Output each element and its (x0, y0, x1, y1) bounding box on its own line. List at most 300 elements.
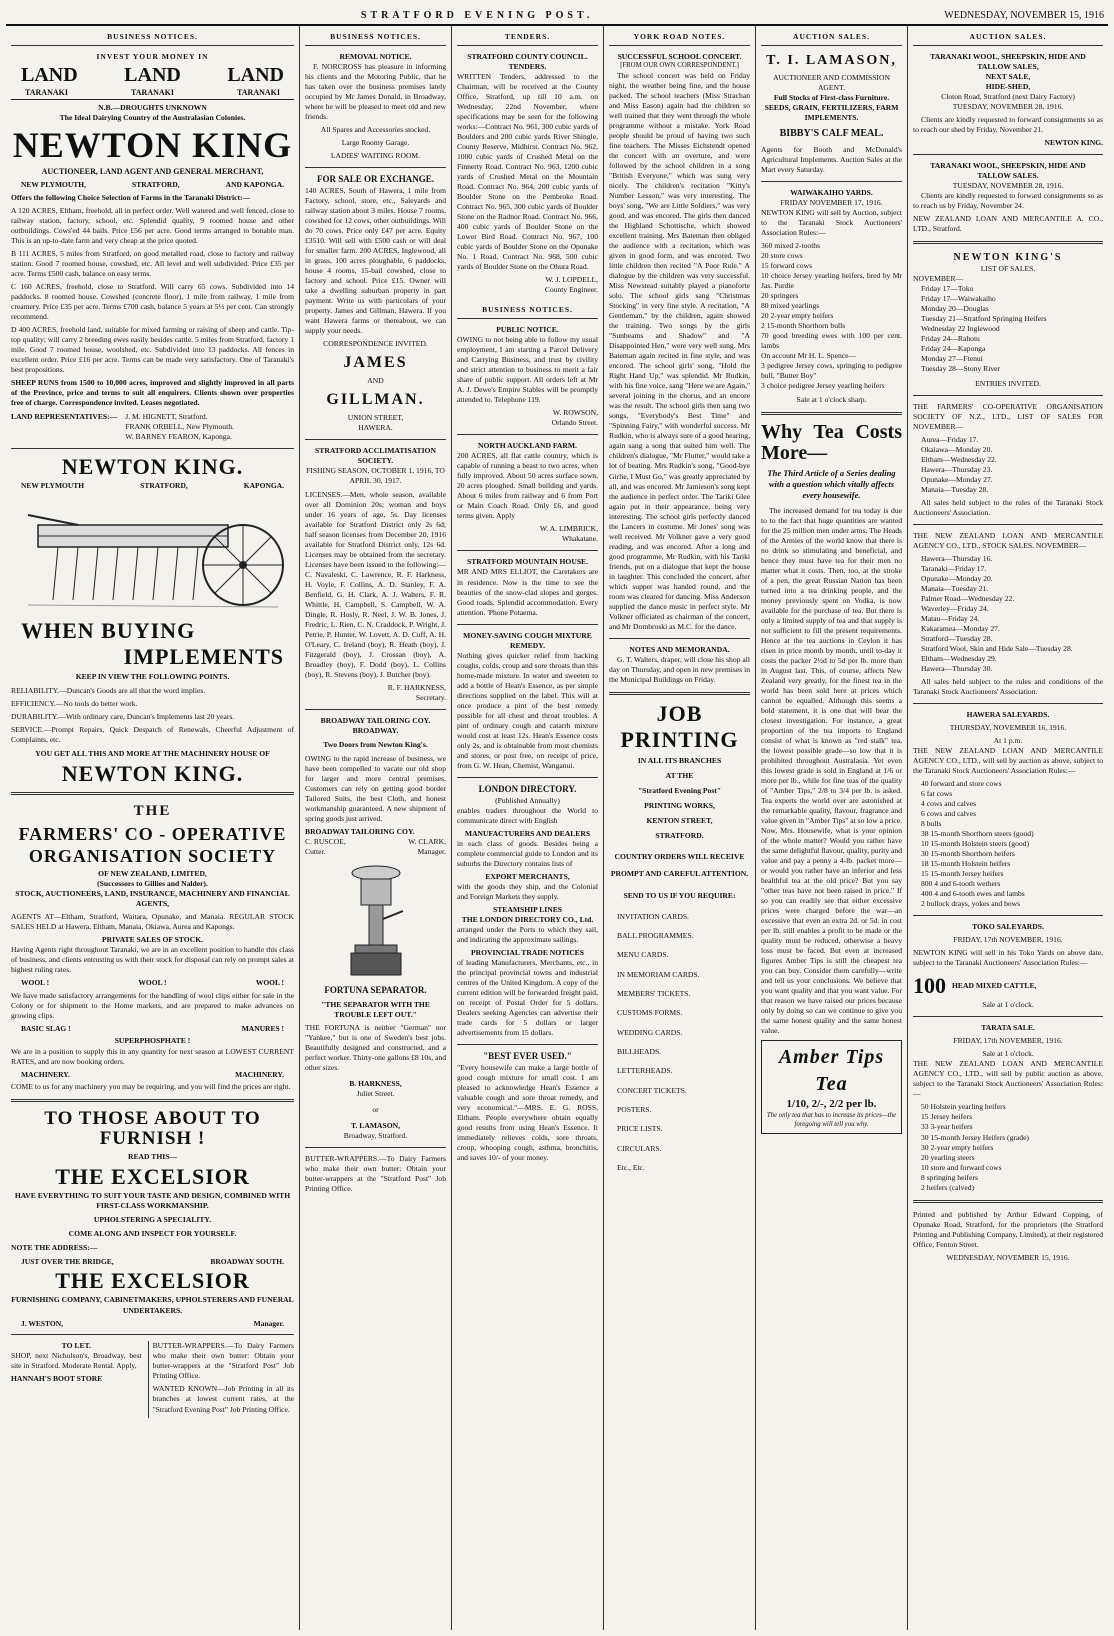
stock-item: 15 15-month Jersey heifers (921, 869, 1004, 879)
spares: All Spares and Accessories stocked. (320, 125, 431, 134)
come-along: COME ALONG AND INSPECT FOR YOURSELF. (68, 1229, 237, 1239)
ladies-room: LADIES' WAITING ROOM. (330, 151, 421, 161)
imprint-date: WEDNESDAY, NOVEMBER 15, 1916. (946, 1252, 1070, 1262)
nk-sales-list (913, 284, 1103, 374)
stock-item: 3 pedigree Jersey cows, springing to pedigree bull, "Butter Boy" (761, 360, 902, 380)
waiwakaiho-yards: WAIWAKAIHO YARDS. (790, 187, 873, 197)
agents-text: Agents for Booth and McDonald's Agricultural Implements. Auction Sales at the Mart every Saturday. (761, 144, 902, 174)
town-row-2 (11, 481, 294, 491)
point: SERVICE.—Prompt Repairs, Quick Despatch of Renewals, Cheerful Adjustment of Complaints, etc. (11, 724, 294, 744)
export-text: with the goods they ship, and the Colonial and Foreign Markets they supply. (457, 881, 598, 901)
notes-heading: NOTES AND MEMORANDA. (629, 644, 730, 654)
kenton-street: KENTON STREET, (646, 816, 713, 826)
stock-item: 10 choice Jersey yearling heifers, bred by Mr Jas. Purdie (761, 270, 902, 290)
tender-text: WRITTEN Tenders, addressed to the Chairman, will be received at the County Office, Stratford, up till 10 a.m. on Wednesday, 22nd November, where specifications may be seen for the following works:—Contract No. 961, 300 cubic yards of Boulders and 200 cubic yards River Shingle, County Reserve, Midhirst. Contract No. 962, 1000 cubic yards of Crushed Metal on the Finnerty Road. Contract No. 963, 1200 cubic yards of Crushed Metal on the Mountain Road. Contract No. 964, 200 cubic yards of Boulder Stone on the Pembroke Road. Contract No. 965, 300 cubic yards of Boulder Stone on the Radnor Road. Contract No. 966, 400 cubic yards of Boulder Stone on the Lower Bird Road. Contract No. 967, 100 cubic yards of Boulder Stone on the Opunake No. 1 Road. Contract No. 968, 500 cubic yards of Boulder Stone on the Ohura Road. (457, 71, 598, 272)
imprint: Printed and published by Arthur Edward Copping, of Opunake Road, Stratford, for the proprietors (the Stratford Printing and Publishing Company, Limited), at their registered Office, Fenton Street. (913, 1209, 1103, 1249)
stock-item: 20 springers (761, 290, 799, 300)
machinery-word: MACHINERY. (235, 1069, 284, 1079)
excelsior-2: THE EXCELSIOR (55, 1268, 250, 1294)
manager: Manager. (253, 1318, 284, 1328)
column-heading: TENDERS. (457, 28, 598, 46)
separator-slogan: "THE SEPARATOR WITH THE TROUBLE LEFT OUT." (321, 999, 430, 1019)
column-business-notices-2 (300, 26, 452, 1630)
broadway-stratford: Broadway, Stratford. (343, 1131, 408, 1141)
all-branches: IN ALL ITS BRANCHES (637, 756, 722, 765)
stock-item: 30 15-month Shorthorn heifers (921, 849, 1015, 859)
licenses-text: LICENSES.—Men, whole season, available over all Dominion 20s; woman and boys under 16 years of age, 5s. Day licenses available for Stratford District only 2s 6d; half season licenses from December 20, 1916 available for Stratford District only, 12s 6d. Licenses may be obtained from the secretary. Licenses have been issued to the following:—C. Navaleski, C. Lawrence, R. F. Harkness, H. Voyle, F. Collins, A. D. Stanley, F. A. Benfield, G. H. Clark, A. J. Walters, F. R. Whittle, H. Campbell, S. Campbell, W. A. Dingle, R. Hosly, R. Neel, J. W. B. Jones, J. Fredric, L. Rien, C. N. Craddock, P. Wright, J. Petrie, P. Hunter, W. Lovett, A. D. Cuff, A. H. O'Leary, C. Ireland (boy), R. Heath (boy), J. Fitzgerald (boy), J. Crossan (boy), A. Broadley (boy), F. Dodd (boy), L. Collins (boy), R. Stevens (boy), J. Butcher (boy). (305, 489, 446, 679)
stock-item: 80 mixed yearlings (761, 300, 820, 310)
excelsior: THE EXCELSIOR (55, 1164, 250, 1190)
furnishing-company: FURNISHING COMPANY, CABINETMAKERS, UPHOLSTERERS AND FUNERAL UNDERTAKERS. (11, 1295, 294, 1315)
stock-item: 8 springing heifers (921, 1172, 978, 1182)
na-farm-text: 200 ACRES, all flat cattle country, which is capable of running a beast to two acres, when fully improved. About 50 acres surface sown, 20 acres ploughed. Small building and yards. About 6 miles from railway and 6 from Port or Main Coach Road. Only £6, and good terms given. Apply (457, 451, 598, 521)
stock-item: 8 bulls (921, 819, 942, 829)
separator-illustration (341, 861, 411, 981)
send-to-us: SEND TO US IF YOU REQUIRE: (623, 890, 736, 900)
subject-rules: All sales held subject to the rules of the Taranaki Stock Auctioneers' Association. (913, 497, 1103, 517)
printing-item: IN MEMORIAM CARDS. (617, 969, 700, 979)
harkness: R. F. HARKNESS, (387, 682, 446, 692)
wanted-known: WANTED KNOWN—Job Printing in all its branches at lowest current rates, at the "Stratford Evening Post" Job Printing Office. (152, 1384, 294, 1414)
for-sale-heading: FOR SALE OR EXCHANGE. (316, 174, 434, 185)
weston: J. WESTON, (21, 1318, 64, 1328)
sale-entry: Taranaki—Friday 17. (921, 563, 987, 573)
clients-text-2: Clients are kindly requested to forward consignments so as to reach us by Friday, November 24. (913, 191, 1103, 211)
sep-name: "Stratford Evening Post" (637, 786, 722, 796)
friday-date: FRIDAY NOVEMBER 17, 1916. (780, 197, 883, 207)
read-this: READ THIS— (127, 1152, 178, 1162)
sale-entry: Hawera—Thursday 16. (921, 553, 993, 563)
sale-time-2: Sale at 1 o'clock. (982, 1000, 1034, 1010)
at-the: AT THE (665, 771, 694, 781)
hawera-stock-list (913, 779, 1103, 909)
stock-item: 20 2-year empty heifers (761, 310, 834, 320)
column-tenders (452, 26, 604, 1630)
land-row (11, 62, 294, 88)
hide-shed: HIDE-SHED, (985, 81, 1031, 91)
b-harkness: B. HARKNESS, (349, 1079, 402, 1089)
point: RELIABILITY.—Duncan's Goods are all that the word implies. (11, 685, 206, 695)
column-heading: AUCTION SALES. (913, 28, 1103, 46)
stock-item: 70 good breeding ewes with 100 per cent. lambs (761, 330, 902, 350)
nzl-tarata-sale: THE NEW ZEALAND LOAN AND MERCANTILE AGENCY CO., LTD., will sell by public auction as above, subject to the Taranaki Stock Auctioneers' Association Rules:— (913, 1059, 1103, 1099)
sale-entry: Okaiawa—Monday 20. (921, 444, 993, 454)
mountain-house-heading: STRATFORD MOUNTAIN HOUSE. (466, 557, 589, 567)
cattle-count: 100 (913, 973, 946, 999)
printing-item: INVITATION CARDS. (617, 911, 689, 921)
best-ever-used: "BEST EVER USED." (483, 1051, 572, 1062)
manufacturers-text: in each class of goods. Besides being a complete commercial guide to London and its suburbs the Directory contains lists of (457, 838, 598, 868)
machinery-row (11, 1070, 294, 1080)
sale-entry: Wednesday 22 Inglewood (921, 324, 1000, 334)
friday-17: FRIDAY, 17th NOVEMBER, 1916. (953, 935, 1063, 945)
sale-entry: Matau—Friday 24. (921, 613, 980, 623)
stock-item: 30 2-year empty heifers (921, 1142, 994, 1152)
tea-subheading: The Third Article of a Series dealing with a question which vitally affects every housewife. (767, 468, 896, 501)
sale-entry: Opunake—Monday 27. (921, 474, 993, 484)
town: STRATFORD, (140, 480, 188, 490)
town: NEW PLYMOUTH, (21, 180, 87, 190)
why-tea-headline: Why Tea Costs More— (761, 421, 902, 464)
sale-entry: Friday 17—Toko (921, 284, 974, 294)
weston-row (11, 1319, 294, 1329)
over-bridge: JUST OVER THE BRIDGE, (21, 1256, 114, 1266)
agents-text: AGENTS AT—Eltham, Stratford, Waitara, Opunake, and Manaia. REGULAR STOCK SALES HELD at Hawera, Eltham, Manaia, Okiawa, Aurea and Kapongs. (11, 911, 294, 931)
cutter: Cutter. (305, 847, 326, 857)
auctioneer-agent: AUCTIONEER AND COMMISSION AGENT. (773, 73, 890, 93)
machinery-house: YOU GET ALL THIS AND MORE AT THE MACHINERY HOUSE OF (35, 748, 270, 758)
masthead (6, 6, 1108, 26)
nzl-stock-sales: THE NEW ZEALAND LOAN AND MERCANTILE AGENCY CO., LTD., STOCK SALES. NOVEMBER— (913, 530, 1103, 550)
stock-item: 15 Jersey heifers (921, 1112, 973, 1122)
sale-time-3: Sale at 1 o'clock. (982, 1049, 1034, 1059)
sale-entry: Eltham—Wednesday 29. (921, 653, 997, 663)
manures: MANURES ! (241, 1023, 284, 1033)
stock-item: 30 15-month Jersey Heifers (grade) (921, 1132, 1029, 1142)
amber-tips-ad (761, 1040, 902, 1133)
hannah: HANNAH'S BOOT STORE (11, 1374, 103, 1384)
column-business-notices (6, 26, 300, 1630)
tailoring-heading: BROADWAY TAILORING COY. BROADWAY. (320, 715, 431, 735)
job: JOB (656, 700, 703, 726)
newton-king: NEWTON KING. (1044, 138, 1103, 148)
column-heading: AUCTION SALES. (761, 28, 902, 46)
stock-item: On account Mr H. L. Spence— (761, 350, 857, 360)
tuesday-date-2: TUESDAY, NOVEMBER 28, 1916. (952, 181, 1064, 191)
tea-article: The increased demand for tea today is due to to the fact that huge quantities are wanted for the 25 million men under arms. The Heads of the Armies of the world know that there is no drink so stimulating and beneficial, and hence they must have tea for their men no matter what it costs. Then, too, at the stroke of a pen, the great Russian Nation has been turned into a tea drinking people, and the money previously spent on Vodka, is now available for the purchase of tea. But there is only a limited supply of tea and that supply is not sufficient to fill the present requirements. Hence at the tea auctions in Ceylon it has risen in price month by month, until to-day it costs the packer 2½d to 5d per lb. more than in August last. This, of course, affects New Zealand very greatly, for the finest tea in the world has been sold here at prices which cannot be equalled. Although this seems a bold statement, it is one that will bear the closest investigation. For instance, a great proportion of the tea imports to England consist of what is known as "red stalk" tea, the lowest possible grade—so low that it is prohibited throughout Australasia. Yet even this lowest grade is sold in England at 1/6 or more per lb., while for fine teas of the quality of "Amber Tips," 2/8 to 3/4 per lb. is asked. Tea experts the world over are astonished at the remarkable quality, flavour, fragrance and value given in "Amber Tips" at so low a price. Now, Mrs. Housewife, what is your opinion of the whole matter? Would you rather have the same delightful flavour, quality, purity and value and pay a penny a 4-lb. packet more—or would you rather have an inferior and less healthful tea at the old price? But you say "other teas have not been raised in price." If so you can readily see that either excessive prices were charged before the war—an excessive that even an extra 2d. or 5d. in cost per lb. still enables a profit to be made or the quality must be reduced, otherwise a heavy loss must be faced. But even at increased figures Amber Tips is still the cheapest tea you can buy. Consider them carefully—write and tell us your conclusions. We believe that you want quality and that you want value. For that reason we have raised our prices because only by doing so can we continue to give you the same honest quality and the same honest value. (761, 505, 902, 1036)
farm-listing: A 120 ACRES, Eltham, freehold, all in perfect order. Well watered and well fenced, close to railway station, factory, school, etc. Splendid quality, 9 roomed house and other outbuildings. Cows'ed 44 bails. Price £56 per acre. Good terms arranged to bonable man. This is an up-to-date farm and very cheap at the price quoted. (11, 206, 294, 246)
upholstering: UPHOLSTERING A SPECIALITY. (93, 1215, 212, 1225)
accl-heading: STRATFORD ACCLIMATISATION SOCIETY. (315, 446, 436, 466)
stock-item: 15 forward cows (761, 260, 813, 270)
stock-item: 3 choice pedigree Jersey yearling heifers (761, 380, 885, 390)
sale-entry: Manaia—Tuesday 21. (921, 583, 989, 593)
limbrick: W. A. LIMBRICK, (539, 524, 598, 534)
mixed-cattle: HEAD MIXED CATTLE, (952, 980, 1037, 990)
sale-entry: Kakaramea—Monday 27. (921, 623, 1000, 633)
farm-listing: SHEEP RUNS from 1500 to 10,000 acres, improved and slightly improved in all parts of the Province, price and terms to suit all enquirers. Clients shown over properties free of charge. Correspondence invited. Leases negotiated. (11, 378, 294, 408)
sale-time: Sale at 1 o'clock sharp. (796, 394, 867, 404)
masthead-date: WEDNESDAY, NOVEMBER 15, 1916 (944, 9, 1104, 21)
wool-text: We have made satisfactory arrangements for the handling of wool clips either for sale in the Colony or for shipment to the Home markets, and are prepared to make advances on growing clips. (11, 990, 294, 1020)
town-row (11, 180, 294, 190)
provincial-notices: PROVINCIAL TRADE NOTICES (471, 947, 584, 957)
tarata-sale: TARATA SALE. (981, 1023, 1035, 1033)
mountain-house-text: MR AND MRS ELLIOT, the Caretakers are in residence. Now is the time to see the beauties of the snow-clad slopes and gorges. Good roads. Splendid accommodation. Every attention. 'Phone Potaema. (457, 567, 598, 617)
sale-entry: Friday 17—Waiwakaiho (921, 294, 996, 304)
printing-item: MENU CARDS. (617, 950, 669, 960)
stock-item: 40 forward and store cows (921, 779, 1002, 789)
stock-item: 18 15-month Holstein heifers (921, 859, 1011, 869)
fishing-season: FISHING SEASON, OCTOBER 1, 1916, TO APRIL 30, 1917. (306, 466, 445, 486)
next-sale: NEXT SALE, (985, 71, 1031, 81)
fcos-name: FARMERS' CO - OPERATIVE (18, 823, 287, 844)
town: NEW PLYMOUTH (21, 480, 85, 490)
drought-line: N.B.—DROUGHTS UNKNOWN (98, 102, 207, 112)
stock-item: 800 4 and 6-tooth wethers (921, 879, 1001, 889)
address-row (11, 1257, 294, 1267)
fcos-sales-list (913, 435, 1103, 495)
private-text: Having Agents right throughout Taranaki, we are in an excellent position to handle this class of business, and clients entrusting us with their stock for disposal can rely on prompt sales at highest ruling rates. (11, 944, 294, 974)
tail-manager: Manager. (417, 847, 446, 857)
point: EFFICIENCY.—No tools do better work. (11, 698, 138, 708)
fcos-successors: (Successors to Gillies and Nalder). (97, 878, 208, 888)
invest-line: INVEST YOUR MONEY IN (96, 51, 209, 61)
thursday-date: THURSDAY, NOVEMBER 16, 1916. (949, 722, 1067, 732)
printing-item: POSTERS. (617, 1105, 652, 1115)
wool-word: WOOL ! (21, 977, 50, 987)
newspaper-title: STRATFORD EVENING POST. (360, 9, 594, 21)
printing-item: BALL PROGRAMMES. (617, 930, 694, 940)
sale-entry: Waverley—Friday 24. (921, 603, 989, 613)
printing-list (609, 907, 750, 1178)
when-buying: WHEN BUYING (21, 617, 196, 643)
superphosphate: SUPERPHOSPHATE ! (114, 1036, 191, 1046)
and-word: AND (367, 376, 384, 386)
taranaki-wool-1: TARANAKI WOOL, SHEEPSKIN, HIDE AND TALLOW SALES, (930, 51, 1086, 71)
rowson: W. ROWSON, (552, 408, 598, 418)
private-sales: PRIVATE SALES OF STOCK. (102, 934, 203, 944)
stock-item: 6 cows and calves (921, 809, 977, 819)
stock-item: 6 fat cows (921, 789, 953, 799)
cough-heading: MONEY-SAVING COUGH MIXTURE REMEDY. (463, 630, 592, 650)
tailoring-coy: BROADWAY TAILORING COY. (305, 826, 415, 836)
manure-row (11, 1024, 294, 1034)
notes-text: G. T. Walters, draper, will close his shop all day on Thursday, and open in new premises in the Municipal Buildings on Friday. (609, 654, 750, 684)
farm-listing: D 400 ACRES, freehold land, suitable for mixed farming or raising of sheep and cattle. Tip-top quality; will carry 2 breeding ewes easily besides cattle. 5 miles from Stratford, factory 1 mile. Good 7 roomed house, woolshed, etc. Subdivided into 13 paddocks. All fences in excellent order. Price £16 per acre. Terms can be made very satisfactory. One of Taranaki's best propositions. (11, 325, 294, 375)
norcross-text: F. NORCROSS has pleasure in informing his clients and the Motoring Public, that he has taken over the business premises lately occupied by Mr James Donald, in Broadway, where he will be pleased to meet old and new friends. (305, 61, 446, 121)
wool-word: WOOL ! (255, 977, 284, 987)
at-1pm: At 1 p.m. (993, 735, 1023, 745)
business-notices-heading: BUSINESS NOTICES. (457, 301, 598, 319)
amber-tips-note: The only tea that has to increase its prices—the foregoing will tell you why. (766, 1111, 897, 1128)
or-word: or (372, 1105, 379, 1115)
stock-item: 2 15-month Shorthorn bulls (761, 320, 846, 330)
mixed-cattle-row (913, 971, 1103, 1000)
column-heading: YORK ROAD NOTES. (609, 28, 750, 46)
offers-line: Offers the following Choice Selection of Farms in the Taranaki District:— (11, 193, 251, 203)
stock-item: 33 3-year heifers (921, 1122, 973, 1132)
nzlm-signoff: NEW ZEALAND LOAN AND MERCANTILE A. CO., LTD., Stratford. (913, 214, 1103, 234)
seeds-grain: SEEDS, GRAIN, FERTILIZERS, FARM IMPLEMENTS. (764, 103, 899, 123)
concert-text: The school concert was held on Friday night, the weather being fine, and the house packed. The school teachers (Miss Strachan and Miss Eason) again had the children so well trained that they went through the whole programme without a mistake. York Road people should be proud of having two such fine teachers. The Misses Eichstendt opened the concert with an overture, and were followed by the school children in a song "British Everyone," which was sung very nicely. The children's recitation "Kitty's Number Lesson," was very interesting. The boys' song, "We are Little Soldiers," was very good, and was encored. The girls then danced the Highland Schottische, which showed excellent training. Mrs Bateman then obliged the audience with a recitation, which was given in good form, and was encored. Two little children then recited "A Poor Rule." A dialogue by the children was very successful. Miss Newstead suitably played a pianoforte solo. The school girls sang "Christmas Stocking" in very fine style. A recitation, "A Gentleman," by the children, again showed the training. Two songs by the girls "Sunbeams and Shadow" and "A Disappointed Hen," were very well sung. Mrs Bateman again recited in fine style, and was encored. The school girls' song, "Hold the Right Hand Up," was splendid. Mr Rudkin, with his fine voice, sang "Here we are Again," several joining in the chorus, and an encore was the result. The school girls then sang two songs, "Everybody's Best Time" and "Spinning Fairy," with wonderful success. Mr Rudkin, who is always sure of a good hearing, again sang a song that suited him well. The children's dialogue, "Mr Flutter," would take a lot of beating. Mrs Rudkin's song, "Good-bye Girlie, I Must Go," was greatly appreciated by all, and was encored. Mr Jamieson's song kept the audience in perfect order. The Tariki Glee again put in their appearance, being very interesting. The school girls perfectly danced the Lancers in costume. Mr Jones' song was well received. Mr Volkner gave a very good reading, and was encored. After a long and good programme, Mr Rudkin, with his Tariki friends, put on a dialogue that kept the house in laughter. This concluded the concert, after which supper was handed round, and the room was cleared for dancing. Miss Anderson supplied the dance music in perfect style. Mr Volkner officiated as chairman of the concert, and Mr Dombroski as M.C. for the dance. (609, 70, 750, 631)
fcos-agents: STOCK, AUCTIONEERS, LAND, INSURANCE, MACHINERY AND FINANCIAL AGENTS, (15, 888, 290, 908)
toko-text: NEWTON KING will sell in his Toko Yards on above date, subject to the Taranaki Auctioneers' Association Rules:— (913, 948, 1103, 968)
furnish-headline: TO THOSE ABOUT TO FURNISH ! (44, 1108, 261, 1150)
list-of-sales: LIST OF SALES. (980, 264, 1036, 274)
friday-17b: FRIDAY, 17th NOVEMBER, 1916. (953, 1036, 1063, 1046)
keep-in-view: KEEP IN VIEW THE FOLLOWING POINTS. (75, 671, 230, 681)
printing-item: LETTERHEADS. (617, 1066, 673, 1076)
provincial-text: of leading Manufacturers, Merchants, etc., in the principal provincial towns and industrial centres of the United Kingdom. A copy of the current edition will be forwarded freight paid, on receipt of Postal Order for 5 dollars. Dealers seeking Agencies can advertise their trade cards for 5 dollars or larger advertisements from 15 dollars. (457, 957, 598, 1037)
tenders-subheading: TENDERS. (508, 61, 547, 71)
sale-entry: Friday 24—Kaponga (921, 344, 986, 354)
november-label: NOVEMBER— (913, 274, 964, 284)
point: DURABILITY.—With ordinary care, Duncan's Implements last 20 years. (11, 711, 235, 721)
firm-name-2: NEWTON KING. (61, 453, 244, 479)
wool-row (11, 978, 294, 988)
shop-text: SHOP, next Nicholson's, Broadway, best site in Stratford. Moderate Rental. Apply, (11, 1351, 142, 1371)
super-text: We are in a position to supply this in any quantity for next season at LOWEST CURRENT RATES, and are now booking orders. (11, 1046, 294, 1066)
printing-item: Etc., Etc. (617, 1163, 645, 1173)
london-heading: LONDON DIRECTORY. (478, 783, 577, 794)
implements: IMPLEMENTS (123, 643, 284, 669)
firm-name-3: NEWTON KING. (61, 760, 244, 786)
sale-entry: Opunake—Monday 20. (921, 573, 993, 583)
printing-item: CIRCULARS. (617, 1143, 662, 1153)
printing-item: BILLHEADS. (617, 1047, 662, 1057)
cough-text: Nothing gives quicker relief from hacking coughs, colds, croup and sore throats than this home-made mixture. In water and sweeten to add a bottle of Hean's Essence, as per simple directions supplied on the label. This will at once produce a pint of the best remedy possible for all chest and throat troubles. A pint of ordinary cough and catarrh mixture would cost at least 12s. Hean's Essence costs only 2s, and is obtainable from most chemists and stores, or post free, on receipt of price, from G. W. Hean, Chemist, Wanganui. (457, 650, 598, 770)
nzl-sales-list (913, 554, 1103, 674)
newton-king-sale: NEWTON KING will sell by Auction, subject to the Taranaki Stock Auctioneers' Association Rules:— (761, 207, 902, 237)
clients-text: Clients are kindly requested to forward consignments so as to reach our shed by Friday, November 21. (913, 114, 1103, 134)
fcos-name-2: ORGANISATION SOCIETY (28, 845, 277, 866)
council-heading: STRATFORD COUNTY COUNCIL. (467, 51, 588, 61)
stock-item: 10 store and forward cows (921, 1162, 1002, 1172)
taranaki-wool-2: TARANAKI WOOL, SHEEPSKIN, HIDE AND TALLOW SALES. (930, 161, 1086, 181)
stock-item: 38 15-month Shorthorn steers (good) (921, 829, 1034, 839)
column-heading: BUSINESS NOTICES. (305, 28, 446, 46)
sale-entry: Monday 27—Ftenui (921, 354, 983, 364)
town: STRATFORD, (132, 180, 180, 190)
sale-entry: Stratford Wool, Skin and Hide Sale—Tuesday 28. (921, 643, 1073, 653)
excelsior-have: HAVE EVERYTHING TO SUIT YOUR TASTE AND DESIGN, COMBINED WITH FIRST-CLASS WORKMANSHIP. (14, 1191, 291, 1211)
printing: PRINTING (620, 726, 739, 752)
ideal-line: The Ideal Dairying Country of the Australasian Colonies. (59, 112, 246, 122)
whakatane: Whakatane. (561, 534, 598, 544)
full-stocks: Full Stocks of First-class Furniture. (773, 93, 890, 103)
stock-item: 2 heifers (calved) (921, 1182, 975, 1192)
sale-entry: Monday 20—Douglas (921, 304, 989, 314)
stock-list (761, 241, 902, 391)
sale-entry: Tuesday 21—Stratford Springing Heifers (921, 314, 1047, 324)
farm-listing: C 160 ACRES, freehold, close to Stratford. Will carry 65 cows. Subdivided into 14 paddocks. 8 roomed house. Cowshed (concrete floor), 1 mile from railway, 1 mile from creamery. Price £35 per acre. Terms £700 cash, balance 5 years at 5½ per cent. Can strongly recommend. (11, 282, 294, 322)
cloton-road: Cloton Road, Stratford (next Dairy Factory) (941, 91, 1075, 101)
bottom-ads (11, 1341, 294, 1417)
machinery-text: COME to us for any machinery you may be requiring, and you will find the prices are right. (11, 1082, 291, 1092)
rowson-text: OWING to not being able to follow my usual employment, I am starting a Parcel Delivery and Carrying Business, and trust by civility and strict attention to business to merit a fair share of public support. All orders left at Mr A. J. Dewe's Empire Stables will be promptly attended to. Telephone 119. (457, 335, 598, 405)
to-let-ad (11, 1341, 142, 1417)
taranaki-word: TARANAKI (131, 88, 174, 98)
ruscoe: C. RUSCOE, (305, 837, 346, 846)
james: JAMES (343, 354, 408, 372)
secretary: Secretary. (415, 692, 446, 702)
clark: W. CLARK, (408, 837, 446, 846)
amber-tips-brand: Amber Tips Tea (778, 1046, 885, 1095)
stock-item: 10 15-month Holstein steers (good) (921, 839, 1029, 849)
amber-tips-price: 1/10, 2/-, 2/2 per lb. (786, 1098, 877, 1111)
tailoring-names (305, 837, 446, 847)
rep: W. BARNEY FEARON, Kaponga. (125, 431, 232, 441)
sale-entry: Palmer Road—Wednesday 22. (921, 593, 1015, 603)
bibbys-calf-meal: BIBBY'S CALF MEAL. (779, 128, 884, 140)
tailoring-text: OWING to the rapid increase of business, we have been compelled to vacate our old shop for larger and more central premises. Customers can rely on getting good border Tailored Suits, the best Cloth, and honest workmanship guaranteed. A new shipment of spring goods just arrived. (305, 753, 446, 823)
column-heading: BUSINESS NOTICES. (11, 28, 294, 46)
fortuna-text: THE FORTUNA is neither "German" nor "Yankee," but is one of Sweden's best jobs. Beautifully designed and constructed, and a perfect worker. Thirty-one gallons £8 10s, and other sizes. (305, 1022, 446, 1072)
garage: Large Roomy Garage. (341, 138, 410, 148)
country-orders: COUNTRY ORDERS WILL RECEIVE PROMPT AND CAREFUL ATTENTION. (610, 852, 749, 878)
stock-item: 2 bullock drays, yokes and bows (921, 899, 1021, 909)
land-word: LAND (21, 63, 78, 86)
tailoring-roles (305, 847, 446, 857)
rep: J. M. HIGNETT, Stratford. (125, 411, 208, 421)
stock-item: 50 Holstein yearling heifers (921, 1102, 1006, 1112)
fcos-nz: OF NEW ZEALAND, LIMITED, (98, 868, 207, 878)
concert-heading: SUCCESSFUL SCHOOL CONCERT. (617, 51, 742, 61)
export-merchants: EXPORT MERCHANTS, (485, 871, 570, 881)
printing-item: PRICE LISTS. (617, 1124, 663, 1134)
sale-entry: Friday 24—Rahotu (921, 334, 980, 344)
fcos-the: THE (133, 802, 172, 819)
own-correspondent: [FROM OUR OWN CORRESPONDENT.] (620, 61, 739, 69)
manufacturers: MANUFACTURERS AND DEALERS (464, 828, 591, 838)
annual: (Published Annually) (495, 795, 560, 805)
reps-label: LAND REPRESENTATIVES:— (11, 411, 118, 421)
seed-drill-illustration (18, 495, 288, 615)
hawera: HAWERA. (358, 423, 393, 433)
town: AND KAPONGA. (225, 180, 284, 190)
toko-saleyards: TOKO SALEYARDS. (972, 922, 1044, 932)
land-word: LAND (124, 63, 181, 86)
subject-rules-2: All sales held subject to the rules and conditions of the Taranaki Stock Auctioneers' Association. (913, 676, 1103, 696)
printing-item: CONCERT TICKETS. (617, 1085, 687, 1095)
firm-roles: AUCTIONEER, LAND AGENT AND GENERAL MERCHANT, (41, 166, 264, 176)
machinery-word: MACHINERY. (21, 1069, 70, 1079)
fortuna-heading: FORTUNA SEPARATOR. (324, 985, 427, 996)
printing-works: PRINTING WORKS, (644, 801, 715, 811)
town: KAPONGA. (243, 480, 284, 490)
til-lamason: T. I. LAMASON, (766, 52, 897, 68)
basic-slag: BASIC SLAG ! (21, 1023, 71, 1033)
tarata-stock-list (913, 1102, 1103, 1192)
printing-item: MEMBERS' TICKETS. (617, 988, 691, 998)
note-address: NOTE THE ADDRESS:— (11, 1243, 98, 1253)
corr-invited: CORRESPONDENCE INVITED. (323, 339, 428, 349)
wool-word: WOOL ! (138, 977, 167, 987)
newton-kings-list: NEWTON KING'S (953, 252, 1063, 264)
two-doors: Two Doors from Newton King's. (323, 739, 428, 749)
sale-entry: Eltham—Wednesday 22. (921, 454, 997, 464)
stock-item: 360 mixed 2-tooths (761, 240, 821, 250)
juliet-street: Juliet Street. (356, 1089, 395, 1099)
sale-entry: Stratford—Tuesday 28. (921, 633, 993, 643)
printing-ads (148, 1341, 294, 1417)
sale-entry: Aurea—Friday 17. (921, 434, 979, 444)
farm-listing: B 111 ACRES, 5 miles from Stratford, on good metalled road, close to factory and railway station. Good 7 roomed house, cowshed, etc. All level and well subdivided. Price £35 per acre. Terms £500 cash, balance on easy terms. (11, 249, 294, 279)
butter-wrappers-2: BUTTER-WRAPPERS.—To Dairy Farmers who make their own butter: Obtain your butter-wrappers at the "Stratford Post" Job Printing Office. (305, 1154, 446, 1194)
ldc-text: arranged under the Ports to which they sail, and indicating the approximate sailings. (457, 924, 598, 944)
printing-item: CUSTOMS FORMS. (617, 1008, 683, 1018)
nzl-hawera-sale: THE NEW ZEALAND LOAN AND MERCANTILE AGENCY CO., LTD., will sell by auction as above, subject to the Taranaki Stock Auctioneers' Association Rules:— (913, 745, 1103, 776)
land-representatives (11, 412, 294, 442)
column-york-road (604, 26, 756, 1630)
reps-list (125, 412, 234, 442)
sale-entry: Manaia—Tuesday 28. (921, 484, 989, 494)
taranaki-word: TARANAKI (237, 88, 280, 98)
land-word: LAND (227, 63, 284, 86)
t-lamason: T. LAMASON, (350, 1121, 400, 1131)
london-directory-co: THE LONDON DIRECTORY CO., Ltd. (461, 914, 594, 924)
tuesday-date: TUESDAY, NOVEMBER 28, 1916. (952, 101, 1064, 111)
lopdell: W. J. LOPDELL, (545, 275, 598, 285)
for-sale-text: 140 ACRES, South of Hawera, 1 mile from Factory, school, store, etc., Saleyards and railway station about 3 miles. House 7 rooms, cowshed for 12 cows, other outbuildings. Will do 70 cows. Price only £47 per acre. Equity £3510. Will sell with £500 cash or will deal for smaller farm. 200 ACRES, Inglewood, all in grass, 100 acres ploughable, 6 paddocks, house 4 rooms, 15-bail cowshed, close to factory and school. Price £15. Owner will take a dwelling suburban property in part payment. Write us with particulars of your property. James and Gillman, Hawera. If you want Hawera farms or thereabout, we can supply your needs. (305, 185, 446, 336)
sale-entry: Tuesday 28—Stony River (921, 364, 1001, 374)
firm-name: NEWTON KING (12, 124, 293, 165)
best-ever-text: "Every housewife can make a large bottle of good cough mixture for small cost. I am pleased to acknowledge Hean's Essence a valuable cough and sore throat remedy, and very economical."—MRS. E. G. ROSS, Eltham. People everywhere obtain equally good results from using Hean's Essence. It immediately relieves colds, sore throats, croup, whooping cough, asthma, bronchitis, and saves 10/- of your money. (457, 1062, 598, 1163)
butter-wrappers: BUTTER-WRAPPERS.—To Dairy Farmers who make their own butter: Obtain your butter-wrappers at the "Stratford Post" Job Printing Office. (152, 1341, 294, 1381)
taranaki-word: TARANAKI (25, 88, 68, 98)
stock-item: 4 cows and calves (921, 799, 977, 809)
